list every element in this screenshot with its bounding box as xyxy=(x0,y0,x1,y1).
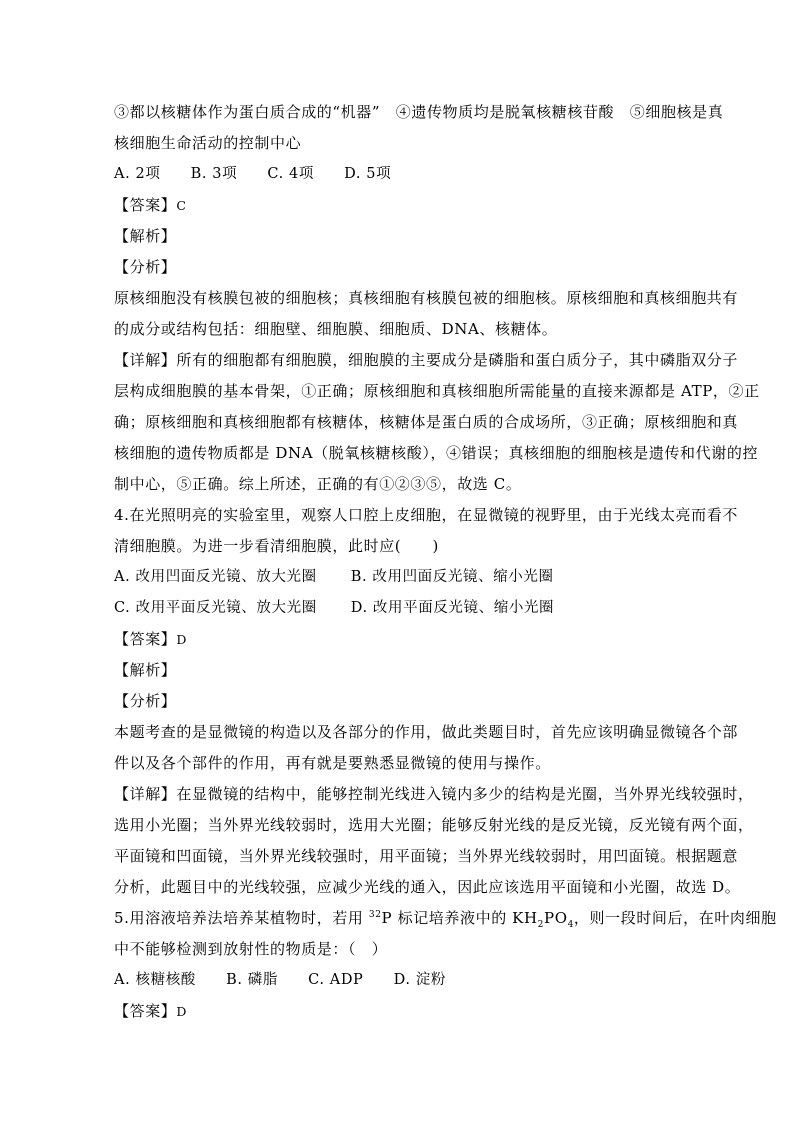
q4-detail-line-4: 分析，此题目中的光线较强，应减少光线的通入，因此应该选用平面镜和小光圈，故选 D。 xyxy=(114,878,741,896)
detail-text: 在显微镜的结构中，能够控制光线进入镜内多少的结构是光圈，当外界光线较强时， xyxy=(176,785,754,803)
q4-options-row-1 xyxy=(114,566,554,588)
answer-value: D xyxy=(176,1004,188,1019)
q5-stem-pre: 5.用溶液培养法培养某植物时，若用 xyxy=(114,909,369,927)
q4-detail-line-1 xyxy=(114,783,754,805)
subscript-4: 4 xyxy=(567,920,574,930)
detail-tag: 【详解】 xyxy=(114,785,177,803)
q4-option-d: D. 改用平面反光镜、缩小光圈 xyxy=(350,600,555,616)
q3-detail-line-2: 层构成细胞膜的基本骨架，①正确；原核细胞和真核细胞所需能量的直接来源都是 ATP，②正 xyxy=(114,382,760,400)
subscript-2: 2 xyxy=(537,920,544,930)
q3-fenxi-line-1: 原核细胞没有核膜包被的细胞核；真核细胞有核膜包被的细胞核。原核细胞和真核细胞共有 xyxy=(114,289,739,307)
q4-fenxi-tag: 【分析】 xyxy=(114,692,177,710)
isotope-mass: 32 xyxy=(368,910,382,920)
q3-options: A. 2项 B. 3项 C. 4项 D. 5项 xyxy=(114,166,392,182)
detail-tag: 【详解】 xyxy=(114,351,177,369)
q4-answer xyxy=(114,628,187,651)
q5-stem-post: ，则一段时间后，在叶肉细胞 xyxy=(573,909,777,927)
q5-stem-mid: P 标记培养液中的 KH xyxy=(381,909,538,927)
q4-detail-line-3: 平面镜和凹面镜，当外界光线较强时，用平面镜；当外界光线较弱时，用凹面镜。根据题意 xyxy=(114,847,739,865)
answer-value: D xyxy=(176,632,188,647)
q3-stem-line-1: ③都以核糖体作为蛋白质合成的“机器” ④遗传物质均是脱氧核糖核苷酸 ⑤细胞核是真 xyxy=(114,103,724,121)
q3-answer xyxy=(114,194,187,217)
q5-options: A. 核糖核酸 B. 磷脂 C. ADP D. 淀粉 xyxy=(114,972,446,988)
q3-detail-line-3: 确；原核细胞和真核细胞都有核糖体，核糖体是蛋白质的合成场所，③正确；原核细胞和真 xyxy=(114,413,739,431)
q4-options-row-2 xyxy=(114,597,554,619)
q4-fenxi-line-2: 件以及各个部件的作用，再有就是要熟悉显微镜的使用与操作。 xyxy=(114,754,551,772)
answer-tag: 【答案】 xyxy=(114,196,177,214)
q4-detail-line-2: 选用小光圈；当外界光线较弱时，选用大光圈；能够反射光线的是反光镜，反光镜有两个面， xyxy=(114,816,754,834)
q3-stem-line-2: 核细胞生命活动的控制中心 xyxy=(114,134,302,152)
answer-tag: 【答案】 xyxy=(114,630,177,648)
q3-fenxi-tag: 【分析】 xyxy=(114,258,177,276)
answer-value: C xyxy=(176,198,187,213)
q4-option-a: A. 改用凹面反光镜、放大光圈 xyxy=(114,569,317,585)
answer-tag: 【答案】 xyxy=(114,1002,177,1020)
formula-po: PO xyxy=(544,909,568,927)
q5-stem-line-2: 中不能够检测到放射性的物质是：（ ） xyxy=(114,940,388,958)
detail-text: 所有的细胞都有细胞膜，细胞膜的主要成分是磷脂和蛋白质分子，其中磷脂双分子 xyxy=(176,351,739,369)
q4-fenxi-line-1: 本题考查的是显微镜的构造以及各部分的作用，做此类题目时，首先应该明确显微镜各个部 xyxy=(114,723,739,741)
q3-detail-line-5: 制中心，⑤正确。综上所述，正确的有①②③⑤，故选 C。 xyxy=(114,475,522,493)
q4-stem-line-1: 4.在光照明亮的实验室里，观察人口腔上皮细胞，在显微镜的视野里，由于光线太亮而看不 xyxy=(114,506,738,524)
q3-fenxi-line-2: 的成分或结构包括：细胞壁、细胞膜、细胞质、DNA、核糖体。 xyxy=(114,320,558,338)
q3-analysis-tag: 【解析】 xyxy=(114,227,177,245)
q5-stem-line-1 xyxy=(114,907,777,929)
q4-option-c: C. 改用平面反光镜、放大光圈 xyxy=(114,600,317,616)
q3-detail-line-1 xyxy=(114,349,738,371)
q4-analysis-tag: 【解析】 xyxy=(114,661,177,679)
q3-detail-line-4: 核细胞的遗传物质都是 DNA（脱氧核糖核酸），④错误；真核细胞的细胞核是遗传和代谢的控 xyxy=(114,444,759,462)
q4-stem-line-2: 清细胞膜。为进一步看清细胞膜，此时应( ) xyxy=(114,537,439,555)
q5-answer xyxy=(114,1000,187,1023)
q4-option-b: B. 改用凹面反光镜、缩小光圈 xyxy=(350,569,554,585)
